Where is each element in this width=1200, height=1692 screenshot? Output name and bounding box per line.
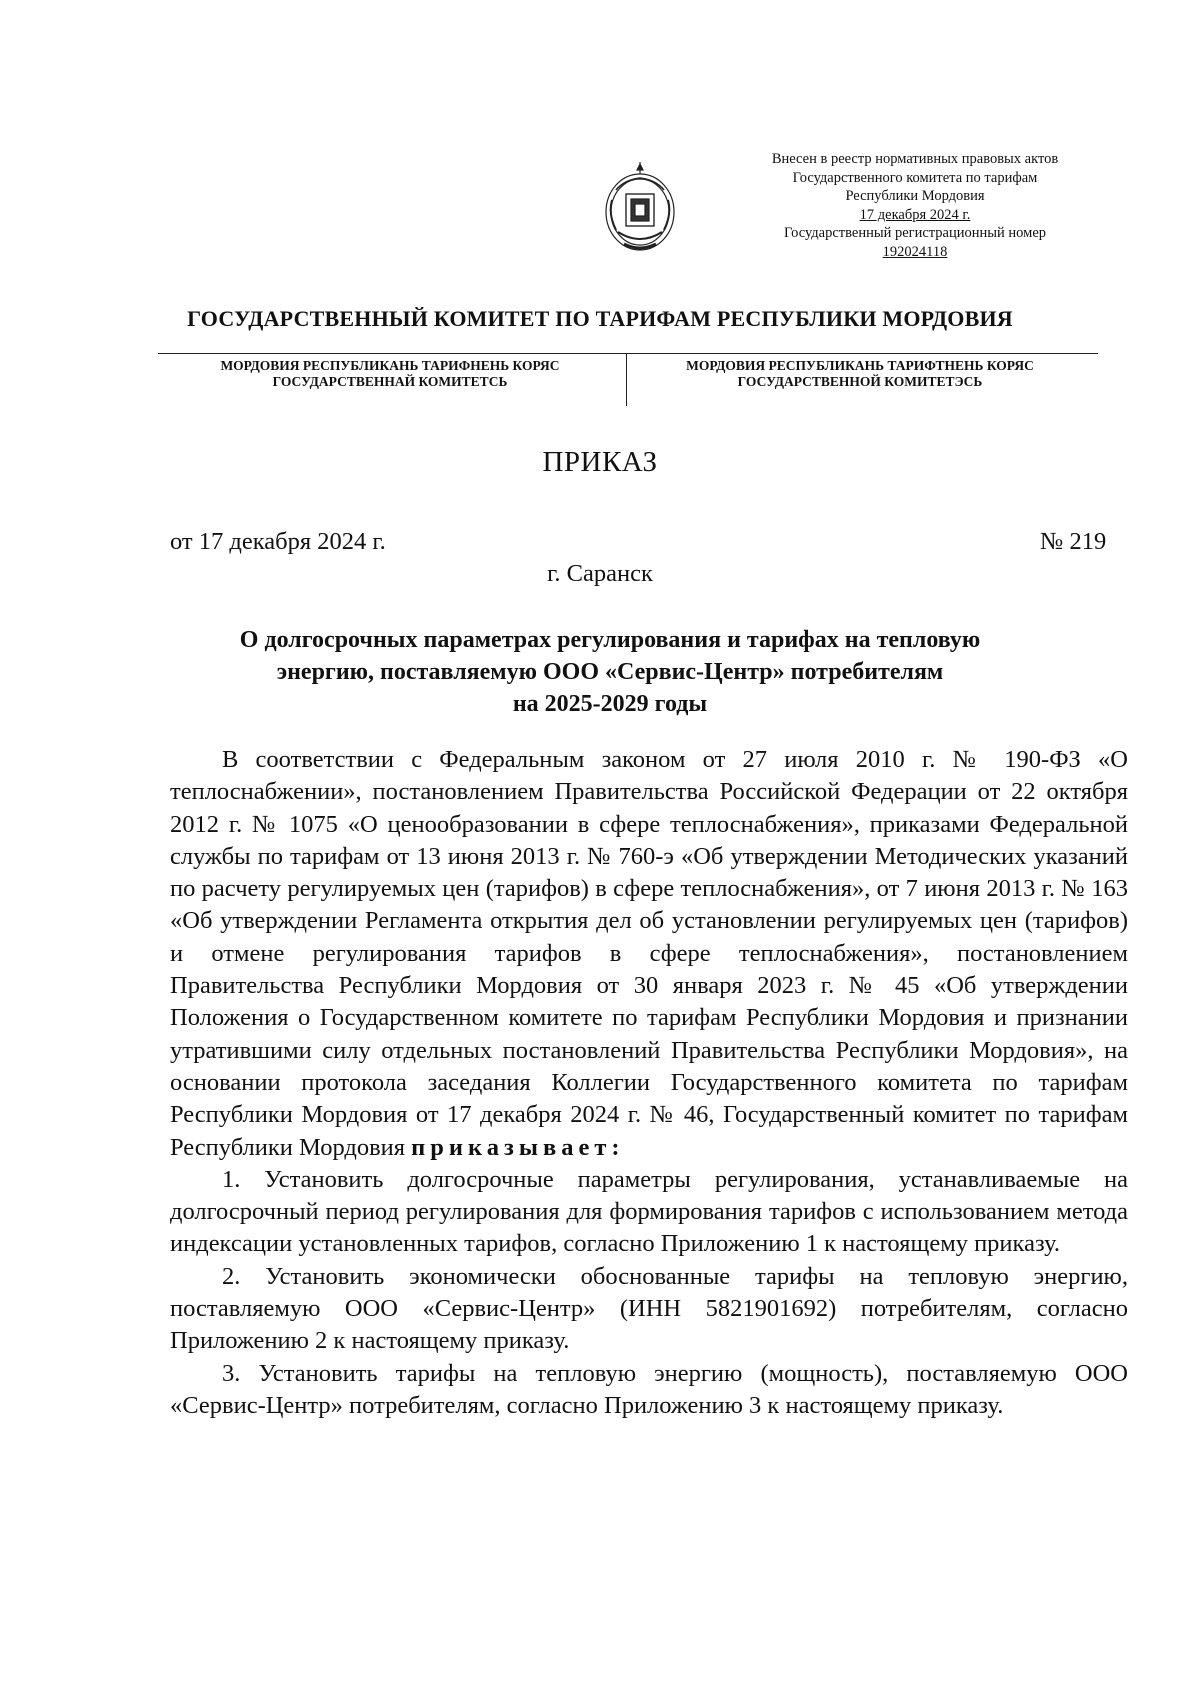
header-moksha-line-2: ГОСУДАРСТВЕННАЙ КОМИТЕТСЬ xyxy=(272,374,508,389)
document-title-line-1: О долгосрочных параметрах регулирования и тарифах на тепловую xyxy=(239,627,981,653)
order-item-2: 2. Установить экономически обоснованные тарифы на тепловую энергию, поставляемую ООО «Сервис-Центр» (ИНН 5821901692) потребителям, согласно Приложению 2 к настоящему приказу. xyxy=(170,1262,1128,1355)
registry-line-3: Республики Мордовия xyxy=(845,188,985,204)
document-number: № 219 xyxy=(1040,528,1107,555)
header-vertical-divider xyxy=(626,354,627,406)
document-date: от 17 декабря 2024 г. xyxy=(170,528,386,555)
document-city: г. Саранск xyxy=(547,560,653,587)
registry-stamp xyxy=(720,150,1110,261)
registry-line-5: Государственный регистрационный номер xyxy=(783,225,1047,241)
registry-date: 17 декабря 2024 г. xyxy=(859,206,971,223)
coat-of-arms-icon xyxy=(600,160,680,260)
registry-line-1: Внесен в реестр нормативных правовых актов xyxy=(771,151,1059,167)
registry-number: 192024118 xyxy=(882,243,948,260)
header-moksha-line-1: МОРДОВИЯ РЕСПУБЛИКАНЬ ТАРИФНЕНЬ КОРЯС xyxy=(220,358,560,373)
header-divider-line xyxy=(158,353,1098,354)
orders-colon: : xyxy=(611,1133,620,1161)
header-erzya-name xyxy=(640,358,1080,390)
document-title-line-3: на 2025-2029 годы xyxy=(512,691,708,717)
preamble-text: В соответствии с Федеральным законом от 27 июля 2010 г. № 190-ФЗ «О теплоснабжении», постановлением Правительства Российской Федерации от 22 октября 2012 г. № 1075 «О ценообразовании в сфере теплоснабжения», приказами Федеральной службы по тарифам от 13 июня 2013 г. № 760-э «Об утверждении Методических указаний по расчету регулируемых цен (тарифов) в сфере теплоснабжения», от 7 июня 2013 г. № 163 «Об утверждении Регламента открытия дел об установлении регулируемых цен (тарифов) и отмене регулирования тарифов в сфере теплоснабжения», постановлением Правительства Республики Мордовия от 30 января 2023 г. № 45 «Об утверждении Положения о Государственном комитете по тарифам Республики Мордовия и признании утратившими силу отдельных постановлений Правительства Республики Мордовия», на основании протокола заседания Коллегии Государственного комитета по тарифам Республики Мордовия от 17 декабря 2024 г. № 46, Государственный комитет по тарифам Республики Мордовия xyxy=(170,746,1128,1161)
preamble-paragraph xyxy=(170,744,1128,1164)
order-item-3: 3. Установить тарифы на тепловую энергию (мощность), поставляемую ООО «Сервис-Центр» потребителям, согласно Приложению 3 к настоящему приказу. xyxy=(170,1359,1128,1419)
document-title-line-2: энергию, поставляемую ООО «Сервис-Центр» потребителям xyxy=(276,659,944,685)
registry-line-2: Государственного комитета по тарифам xyxy=(792,169,1038,186)
order-item-1: 1. Установить долгосрочные параметры регулирования, устанавливаемые на долгосрочный период регулирования для формирования тарифов с использованием метода индексации установленных тарифов, согласно Приложению 1 к настоящему приказу. xyxy=(170,1165,1128,1258)
document-body xyxy=(170,744,1128,1422)
document-type: ПРИКАЗ xyxy=(542,446,658,478)
orders-word: приказывает xyxy=(411,1133,612,1161)
committee-title: ГОСУДАРСТВЕННЫЙ КОМИТЕТ ПО ТАРИФАМ РЕСПУБЛИКИ МОРДОВИЯ xyxy=(187,306,1013,331)
document-title xyxy=(170,624,1050,720)
header-erzya-line-2: ГОСУДАРСТВЕННОЙ КОМИТЕТЭСЬ xyxy=(737,374,983,389)
header-erzya-line-1: МОРДОВИЯ РЕСПУБЛИКАНЬ ТАРИФТНЕНЬ КОРЯС xyxy=(686,358,1034,373)
header-moksha-name xyxy=(170,358,610,390)
